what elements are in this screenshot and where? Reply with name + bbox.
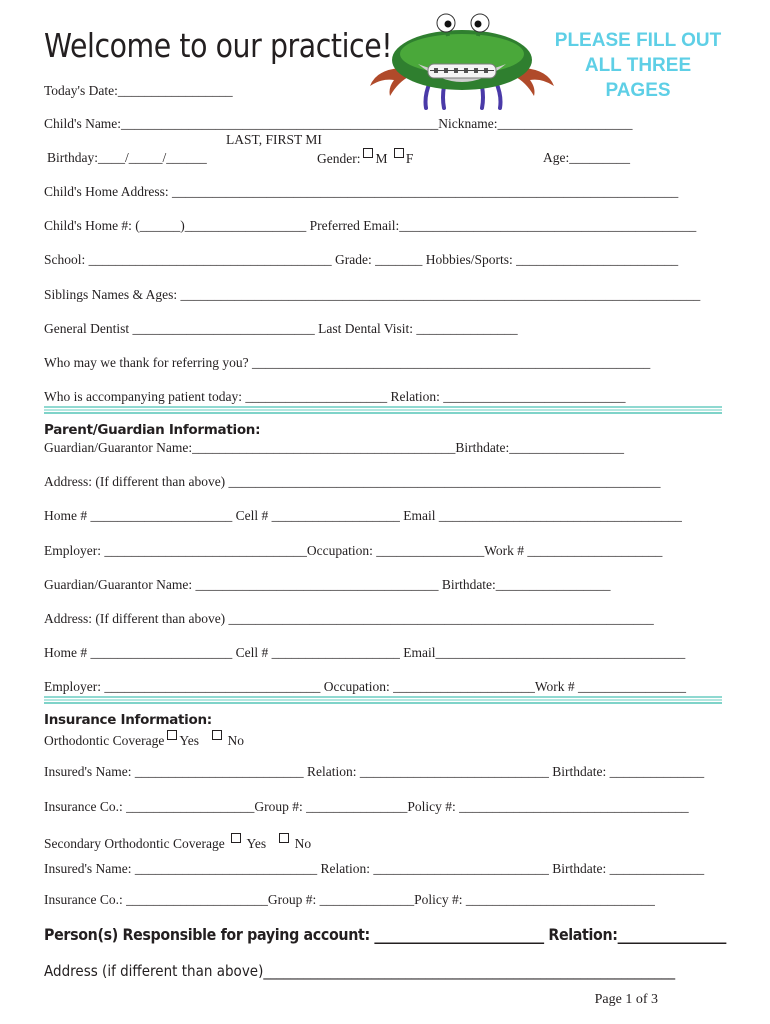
guardian2-address-field[interactable]: Address: (If different than above) _______________________________________________________________ bbox=[44, 611, 654, 626]
home-phone-email-field[interactable]: Child's Home #: (______)__________________ Preferred Email:____________________________________________ bbox=[44, 218, 697, 233]
school-field[interactable]: School: ____________________________________ Grade: _______ Hobbies/Sports: ________________________ bbox=[44, 252, 679, 267]
guardian-section-heading: Parent/Guardian Information: bbox=[44, 422, 261, 438]
secondary-yes-checkbox[interactable] bbox=[231, 833, 241, 843]
section-divider bbox=[44, 406, 722, 414]
guardian2-name-field[interactable]: Guardian/Guarantor Name: ____________________________________ Birthdate:_________________ bbox=[44, 577, 611, 592]
gender-f-label: F bbox=[405, 151, 414, 166]
insurance2-company-field[interactable]: Insurance Co.: _____________________Group #: ______________Policy #: ____________________________ bbox=[44, 892, 655, 907]
home-address-field[interactable]: Child's Home Address: ___________________________________________________________________________ bbox=[44, 184, 679, 199]
guardian2-employer-field[interactable]: Employer: ________________________________ Occupation: _____________________Work # ________________ bbox=[44, 679, 686, 694]
secondary-yes-label: Yes bbox=[246, 836, 267, 851]
age-field[interactable]: Age:_________ bbox=[543, 150, 630, 165]
page-title: Welcome to our practice! bbox=[44, 26, 393, 65]
coverage-yes-checkbox[interactable] bbox=[167, 730, 177, 740]
referral-field[interactable]: Who may we thank for referring you? ___________________________________________________________ bbox=[44, 355, 651, 370]
insured1-name-field[interactable]: Insured's Name: _________________________ Relation: ____________________________ Birthdate: ______________ bbox=[44, 764, 705, 779]
todays-date-field[interactable]: Today's Date:_________________ bbox=[44, 83, 233, 98]
secondary-coverage-field bbox=[44, 833, 311, 852]
orthodontic-coverage-label: Orthodontic Coverage bbox=[44, 733, 165, 748]
responsible-party-field[interactable]: Person(s) Responsible for paying account: _________________________ Relation:________________ bbox=[44, 925, 726, 944]
accompanying-field[interactable]: Who is accompanying patient today: _____________________ Relation: ___________________________ bbox=[44, 389, 626, 404]
insurance1-company-field[interactable]: Insurance Co.: ___________________Group #: _______________Policy #: __________________________________ bbox=[44, 799, 689, 814]
coverage-no-checkbox[interactable] bbox=[212, 730, 222, 740]
secondary-coverage-label: Secondary Orthodontic Coverage bbox=[44, 836, 225, 851]
crab-with-braces-icon bbox=[366, 12, 558, 110]
page-number: Page 1 of 3 bbox=[594, 992, 658, 1007]
gender-m-checkbox[interactable] bbox=[363, 148, 373, 158]
fill-all-pages-notice: PLEASE FILL OUT ALL THREE PAGES bbox=[554, 30, 722, 101]
responsible-address-field[interactable]: Address (if different than above)_____________________________________________________________ bbox=[44, 962, 676, 980]
guardian2-phones-field[interactable]: Home # _____________________ Cell # ___________________ Email_____________________________________ bbox=[44, 645, 686, 660]
coverage-no-label: No bbox=[227, 733, 244, 748]
gender-m-label: M bbox=[375, 151, 388, 166]
general-dentist-field[interactable]: General Dentist ___________________________ Last Dental Visit: _______________ bbox=[44, 321, 518, 336]
guardian1-phones-field[interactable]: Home # _____________________ Cell # ___________________ Email ____________________________________ bbox=[44, 508, 682, 523]
secondary-no-label: No bbox=[294, 836, 312, 851]
guardian1-employer-field[interactable]: Employer: ______________________________Occupation: ________________Work # ____________________ bbox=[44, 543, 663, 558]
secondary-no-checkbox[interactable] bbox=[279, 833, 289, 843]
child-name-field[interactable]: Child's Name:_______________________________________________Nickname:____________________ bbox=[44, 116, 633, 131]
orthodontic-coverage-field bbox=[44, 730, 244, 749]
guardian1-name-field[interactable]: Guardian/Guarantor Name:_______________________________________Birthdate:_________________ bbox=[44, 440, 625, 455]
birthday-field[interactable]: Birthday:____/_____/______ bbox=[47, 150, 207, 165]
gender-label: Gender: bbox=[317, 151, 361, 166]
siblings-field[interactable]: Siblings Names & Ages: _____________________________________________________________________________ bbox=[44, 287, 701, 302]
guardian1-address-field[interactable]: Address: (If different than above) ________________________________________________________________ bbox=[44, 474, 661, 489]
coverage-yes-label: Yes bbox=[179, 733, 199, 748]
section-divider bbox=[44, 696, 722, 704]
insured2-name-field[interactable]: Insured's Name: ___________________________ Relation: __________________________ Birthdate: ______________ bbox=[44, 861, 705, 876]
name-format-hint: LAST, FIRST MI bbox=[226, 132, 322, 147]
gender-field bbox=[317, 148, 413, 167]
insurance-section-heading: Insurance Information: bbox=[44, 712, 212, 728]
gender-f-checkbox[interactable] bbox=[394, 148, 404, 158]
